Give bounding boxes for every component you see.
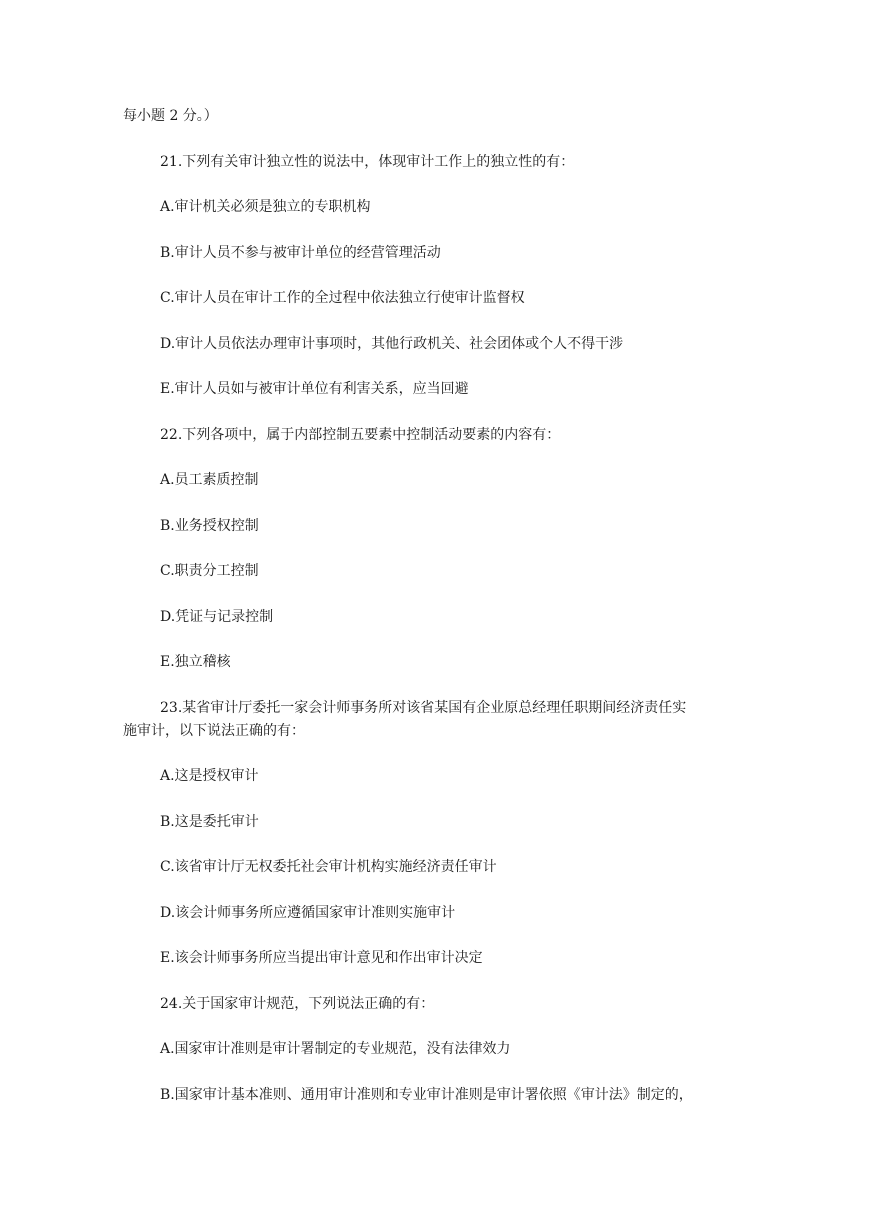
question-21-stem: 21.下列有关审计独立性的说法中，体现审计工作上的独立性的有： xyxy=(160,154,575,170)
question-23-option-d: D.该会计师事务所应遵循国家审计准则实施审计 xyxy=(160,905,456,921)
question-22-stem: 22.下列各项中，属于内部控制五要素中控制活动要素的内容有： xyxy=(160,427,561,443)
question-21-option-c: C.审计人员在审计工作的全过程中依法独立行使审计监督权 xyxy=(160,290,525,306)
question-23-option-c: C.该省审计厅无权委托社会审计机构实施经济责任审计 xyxy=(160,859,497,875)
question-23-stem-line-2: 施审计，以下说法正确的有： xyxy=(123,723,305,739)
question-21-option-a: A.审计机关必须是独立的专职机构 xyxy=(160,199,371,215)
question-23-option-b: B.这是委托审计 xyxy=(160,814,259,830)
intro-text: 每小题 2 分。） xyxy=(123,108,218,124)
question-24-stem: 24.关于国家审计规范，下列说法正确的有： xyxy=(160,996,435,1012)
question-22-option-a: A.员工素质控制 xyxy=(160,472,259,488)
question-22-option-e: E.独立稽核 xyxy=(160,654,231,670)
question-23-option-e: E.该会计师事务所应当提出审计意见和作出审计决定 xyxy=(160,950,483,966)
question-22-option-d: D.凭证与记录控制 xyxy=(160,609,274,625)
question-24-option-b: B.国家审计基本准则、通用审计准则和专业审计准则是审计署依照《审计法》制定的， xyxy=(160,1087,693,1103)
question-22-option-b: B.业务授权控制 xyxy=(160,518,259,534)
question-21-option-b: B.审计人员不参与被审计单位的经营管理活动 xyxy=(160,245,441,261)
question-22-option-c: C.职责分工控制 xyxy=(160,563,259,579)
question-21-option-e: E.审计人员如与被审计单位有利害关系，应当回避 xyxy=(160,381,469,397)
question-23-option-a: A.这是授权审计 xyxy=(160,768,259,784)
question-23-stem-line-1: 23.某省审计厅委托一家会计师事务所对该省某国有企业原总经理任职期间经济责任实 xyxy=(160,700,687,716)
question-21-option-d: D.审计人员依法办理审计事项时，其他行政机关、社会团体或个人不得干涉 xyxy=(160,336,624,352)
question-24-option-a: A.国家审计准则是审计署制定的专业规范，没有法律效力 xyxy=(160,1041,511,1057)
